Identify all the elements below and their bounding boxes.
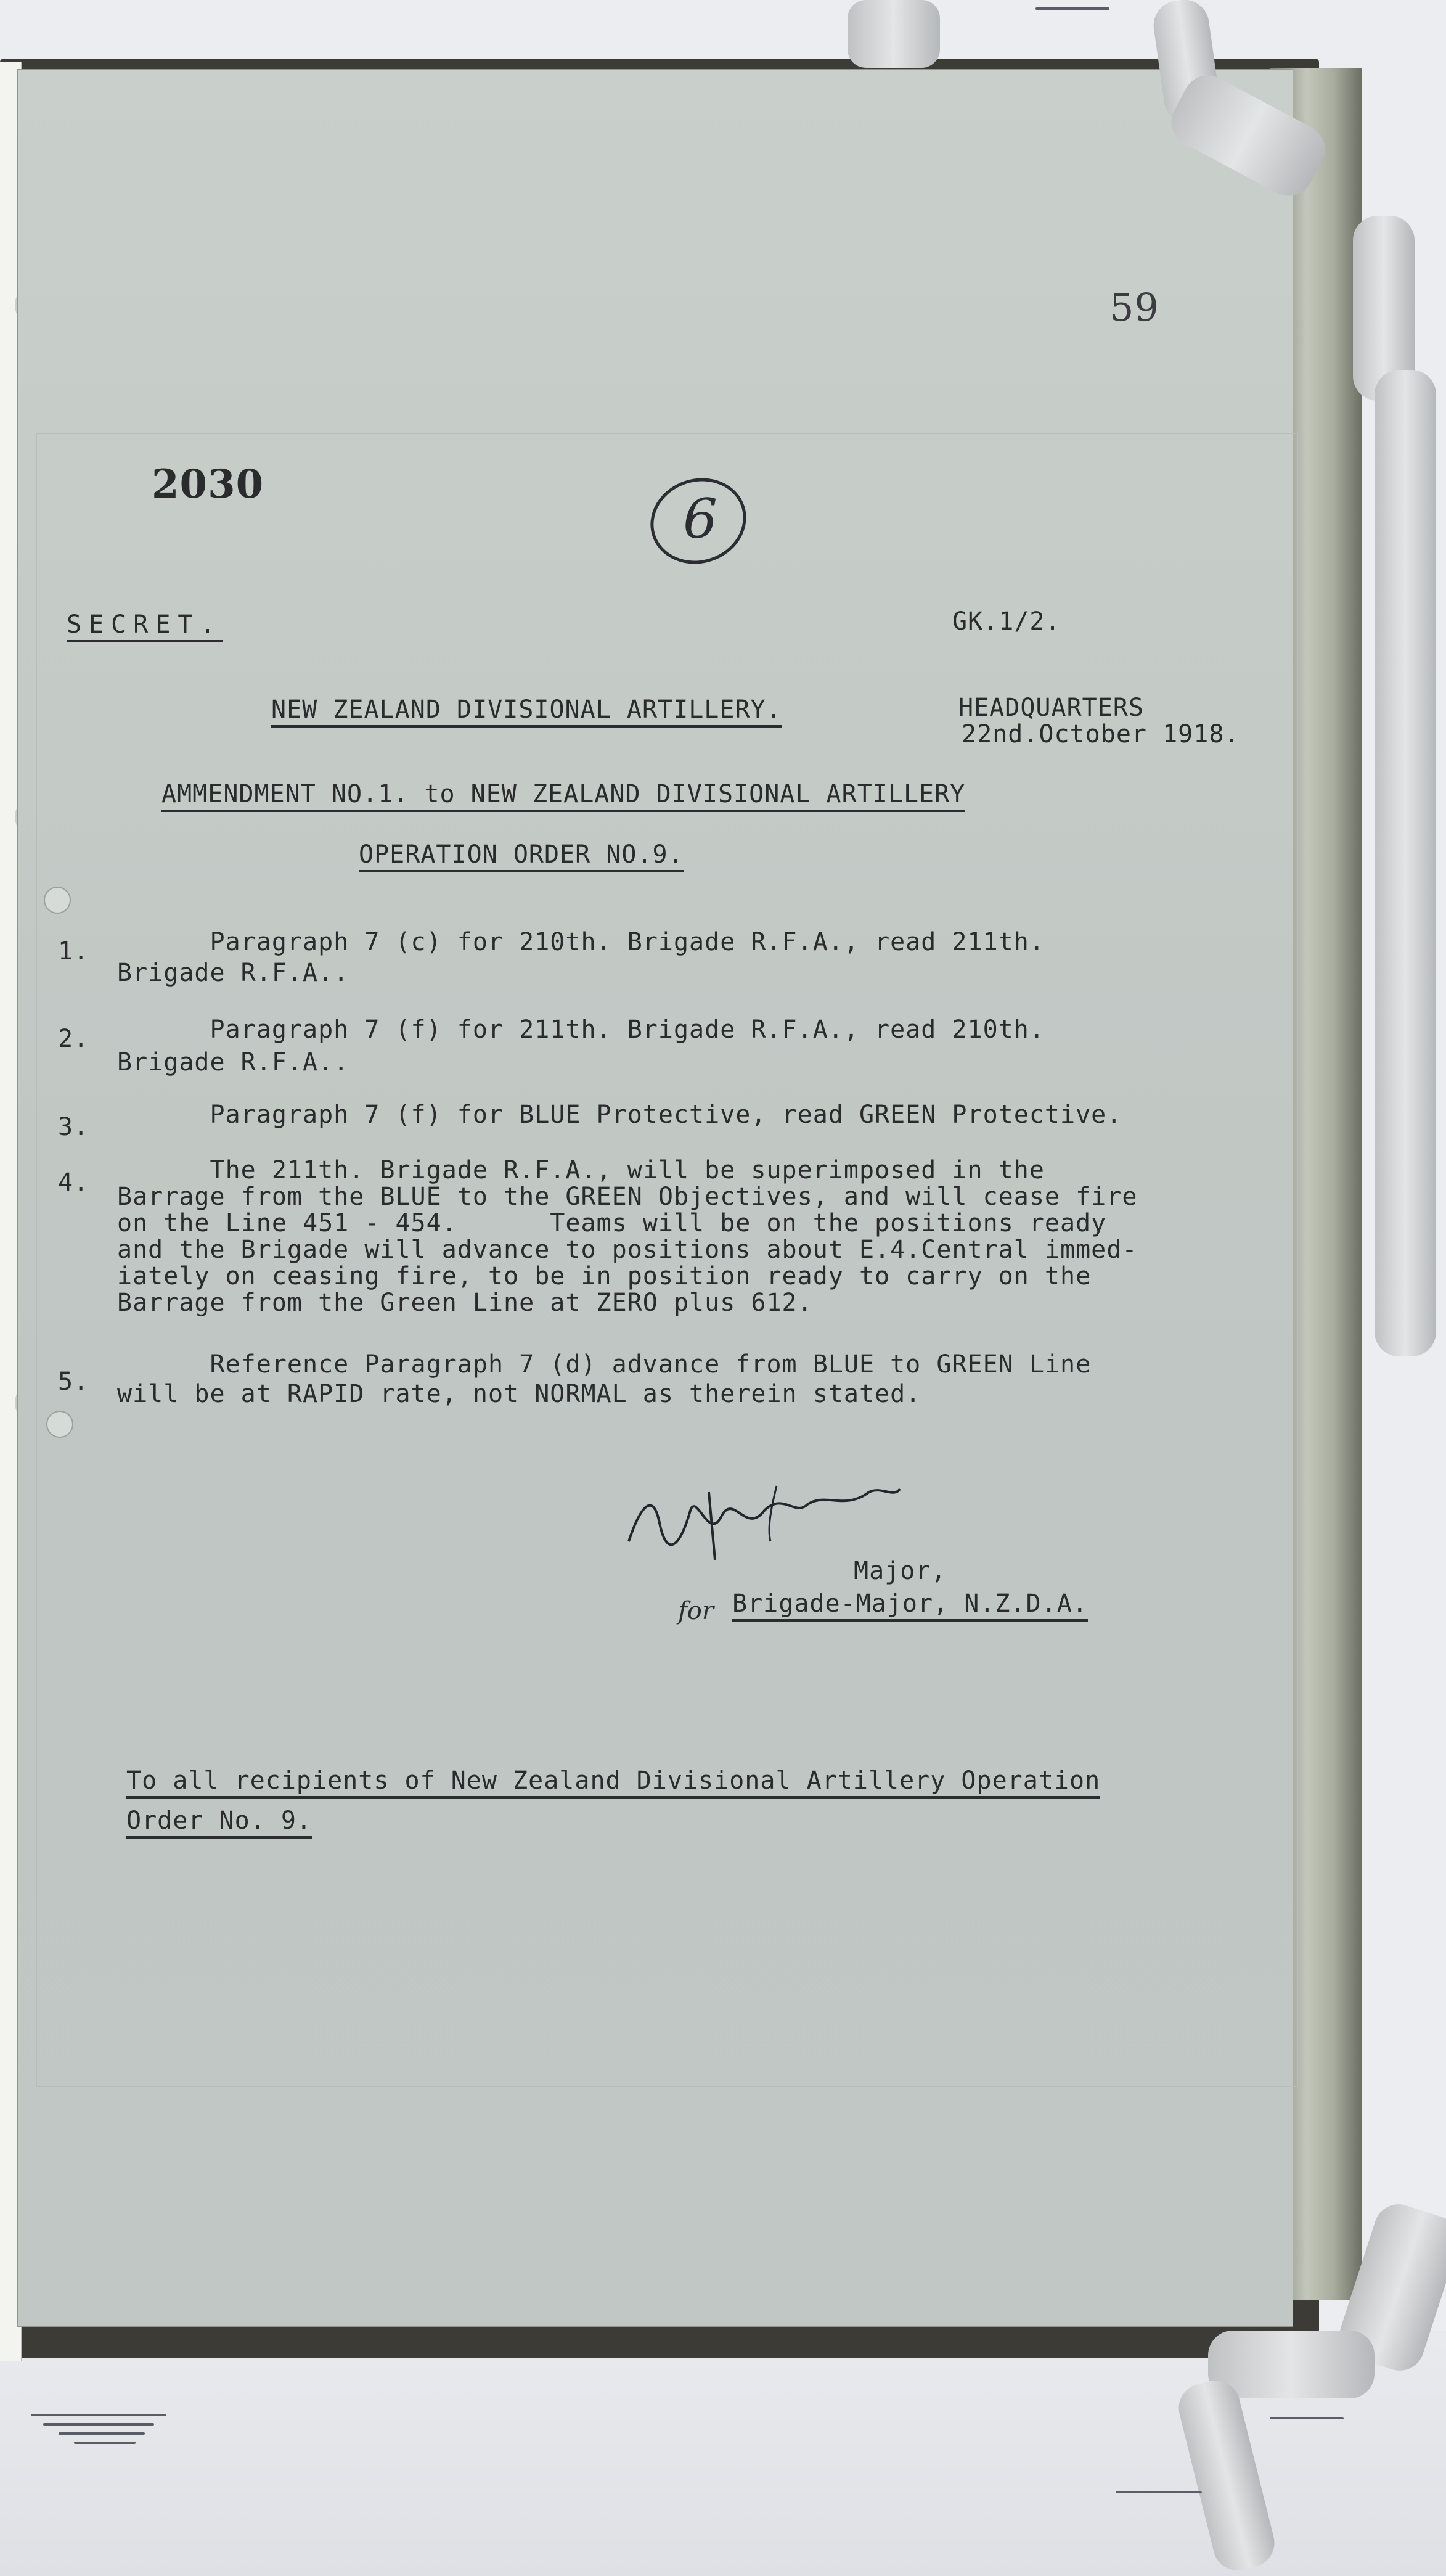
paragraph-line: Paragraph 7 (f) for BLUE Protective, read GREEN Protective.	[117, 1101, 1122, 1129]
distribution-line: To all recipients of New Zealand Divisional Artillery Operation	[126, 1766, 1100, 1799]
paragraph-number: 1.	[58, 937, 89, 966]
paragraph-line: Brigade R.F.A..	[117, 1048, 349, 1077]
handwritten-signature-icon	[623, 1467, 906, 1566]
heading-operation-order: OPERATION ORDER NO.9.	[359, 840, 684, 872]
unit-title: NEW ZEALAND DIVISIONAL ARTILLERY.	[271, 695, 782, 728]
pencil-mark	[1116, 2491, 1202, 2493]
folio-number: 59	[1109, 285, 1159, 330]
paragraph-line: and the Brigade will advance to positions about E.4.Central immed-	[117, 1236, 1138, 1264]
paragraph-line: Barrage from the BLUE to the GREEN Objectives, and will cease fire	[117, 1183, 1138, 1211]
pencil-mark	[31, 2414, 166, 2416]
paragraph-line: will be at RAPID rate, not NORMAL as therein stated.	[117, 1380, 921, 1408]
punch-hole-icon	[44, 887, 71, 914]
signature-for: for	[678, 1597, 714, 1625]
paragraph-line: Reference Paragraph 7 (d) advance from BLUE to GREEN Line	[117, 1350, 1092, 1379]
binding-knot-icon	[848, 0, 940, 68]
signature-rank: Major,	[854, 1557, 947, 1585]
paragraph-line: iately on ceasing fire, to be in position ready to carry on the	[117, 1262, 1092, 1290]
binding-cord-icon	[1375, 370, 1436, 1356]
pencil-mark	[1270, 2417, 1344, 2419]
hq-label: HEADQUARTERS	[958, 694, 1144, 722]
file-number: 2030	[152, 461, 264, 507]
paragraph-number: 5.	[58, 1368, 89, 1396]
paragraph-line: Brigade R.F.A..	[117, 959, 349, 987]
paragraph-line: Barrage from the Green Line at ZERO plus 612.	[117, 1289, 813, 1317]
signature-title: Brigade-Major, N.Z.D.A.	[732, 1589, 1088, 1622]
punch-hole-icon	[46, 1411, 73, 1438]
paragraph-line: The 211th. Brigade R.F.A., will be superimposed in the	[117, 1156, 1045, 1184]
pencil-mark	[74, 2442, 136, 2444]
paragraph-number: 2.	[58, 1025, 89, 1053]
paragraph-number: 3.	[58, 1113, 89, 1141]
distribution-line: Order No. 9.	[126, 1807, 312, 1839]
paragraph-line: Paragraph 7 (f) for 211th. Brigade R.F.A., read 210th.	[117, 1015, 1045, 1044]
pencil-mark	[59, 2432, 145, 2435]
circled-number: 6	[683, 487, 717, 551]
pencil-mark	[43, 2423, 154, 2426]
pencil-mark	[1035, 7, 1109, 10]
heading-amendment: AMMENDMENT NO.1. to NEW ZEALAND DIVISIONAL ARTILLERY	[161, 780, 965, 812]
paragraph-line: Paragraph 7 (c) for 210th. Brigade R.F.A., read 211th.	[117, 928, 1045, 956]
paragraph-number: 4.	[58, 1168, 89, 1197]
document-date: 22nd.October 1918.	[962, 720, 1240, 749]
paragraph-line: on the Line 451 - 454. Teams will be on the positions ready	[117, 1209, 1107, 1237]
classification: SECRET.	[67, 610, 223, 642]
document-reference: GK.1/2.	[952, 607, 1061, 636]
